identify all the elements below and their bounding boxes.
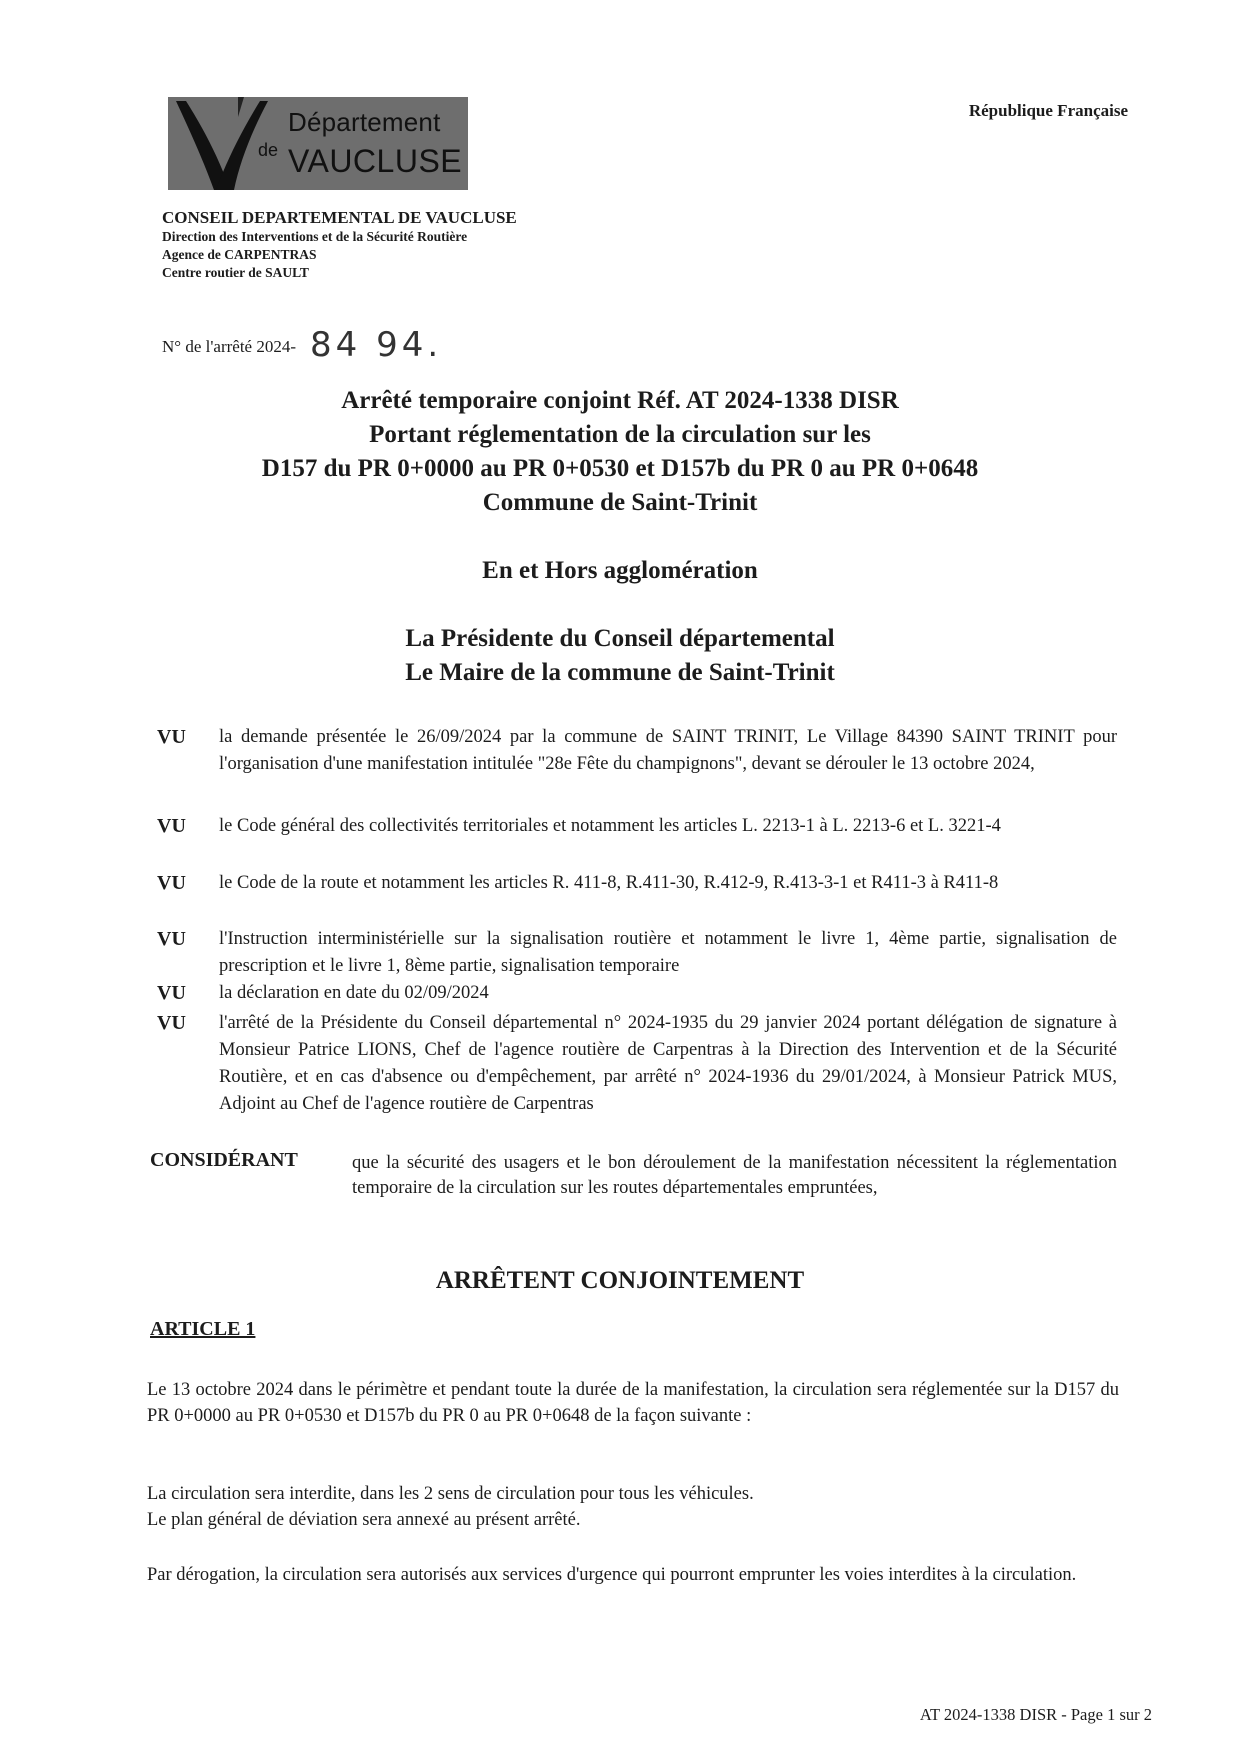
vu-text: le Code général des collectivités territoriales et notamment les articles L. 2213-1 à L. 2213-6 et L. 3221-4 [219, 816, 1001, 836]
considerant-text: que la sécurité des usagers et le bon déroulement de la manifestation nécessitent la réglementation temporaire de la circulation sur les routes départementales empruntées, [352, 1153, 1117, 1198]
org-title: CONSEIL DEPARTEMENTAL DE VAUCLUSE [162, 208, 517, 227]
title-line: Commune de Saint-Trinit [482, 489, 758, 516]
logo-text-vaucluse: VAUCLUSE [288, 143, 463, 179]
vu-item [157, 926, 1117, 980]
vu-label: VU [157, 872, 186, 894]
authority-line: La Présidente du Conseil départemental [405, 625, 835, 652]
title-line: Arrêté temporaire conjoint Réf. AT 2024-1338 DISR [341, 387, 899, 414]
republic-label: République Française [968, 101, 1128, 120]
vu-item [157, 1010, 1117, 1118]
article-1-paragraph: Par dérogation, la circulation sera autorisés aux services d'urgence qui pourront emprunter les voies interdites à la circulation. [147, 1565, 1077, 1585]
authority-line: Le Maire de la commune de Saint-Trinit [405, 659, 835, 686]
vu-label: VU [157, 982, 186, 1004]
vu-item [157, 980, 1117, 1007]
org-line: Agence de CARPENTRAS [162, 247, 317, 262]
vu-label: VU [157, 1012, 186, 1034]
vu-text: l'arrêté de la Présidente du Conseil départemental n° 2024-1935 du 29 janvier 2024 portant délégation de signature à Monsieur Patrice LIONS, Chef de l'agence routière de Carpentras à la Direction des Intervention et de la Sécurité Routière, et en cas d'absence ou d'empêchement, par arrêté n° 2024-1936 du 29/01/2024, à Monsieur Patrick MUS, Adjoint au Chef de l'agence routière de Carpentras [219, 1013, 1117, 1114]
vu-text: la demande présentée le 26/09/2024 par la commune de SAINT TRINIT, Le Village 84390 SAINT TRINIT pour l'organisation d'une manifestation intitulée "28e Fête du champignons", devant se dérouler le 13 octobre 2024, [219, 727, 1117, 774]
logo-text-de: de [258, 140, 279, 160]
title-line: Portant réglementation de la circulation sur les [369, 421, 871, 448]
scope-heading: En et Hors agglomération [482, 557, 758, 584]
page-footer: AT 2024-1338 DISR - Page 1 sur 2 [919, 1705, 1152, 1724]
vu-text: la déclaration en date du 02/09/2024 [219, 983, 489, 1003]
arrete-number-label: N° de l'arrêté 2024- [162, 337, 296, 356]
vu-label: VU [157, 815, 186, 837]
org-line: Direction des Interventions et de la Sécurité Routière [162, 229, 468, 244]
vu-text: le Code de la route et notamment les articles R. 411-8, R.411-30, R.412-9, R.413-3-1 et R411-3 à R411-8 [219, 873, 999, 893]
vaucluse-logo [168, 97, 468, 190]
considerant-label: CONSIDÉRANT [150, 1149, 298, 1171]
article-1-paragraph: Le plan général de déviation sera annexé au présent arrêté. [147, 1510, 581, 1530]
title-line: D157 du PR 0+0000 au PR 0+0530 et D157b du PR 0 au PR 0+0648 [261, 455, 979, 482]
decision-heading: ARRÊTENT CONJOINTEMENT [435, 1267, 805, 1294]
article-1-heading: ARTICLE 1 [150, 1318, 256, 1340]
article-1-paragraph: La circulation sera interdite, dans les 2 sens de circulation pour tous les véhicules. [147, 1484, 754, 1504]
vu-text: l'Instruction interministérielle sur la signalisation routière et notamment le livre 1, 4ème partie, signalisation de prescription et le livre 1, 8ème partie, signalisation temporaire [219, 929, 1117, 976]
article-1-paragraph: Le 13 octobre 2024 dans le périmètre et pendant toute la durée de la manifestation, la circulation sera réglementée sur la D157 du PR 0+0000 au PR 0+0530 et D157b du PR 0 au PR 0+0648 de la façon suivante : [147, 1380, 1119, 1426]
org-line: Centre routier de SAULT [162, 265, 309, 280]
organization-block [162, 208, 517, 282]
vu-label: VU [157, 726, 186, 748]
vu-item [157, 813, 1117, 840]
logo-text-departement: Département [288, 107, 441, 137]
arrete-number [162, 321, 443, 365]
vu-label: VU [157, 928, 186, 950]
vu-item [157, 724, 1117, 778]
arrete-number-handwritten: 84 94. [310, 325, 443, 365]
vu-item [157, 870, 1117, 897]
